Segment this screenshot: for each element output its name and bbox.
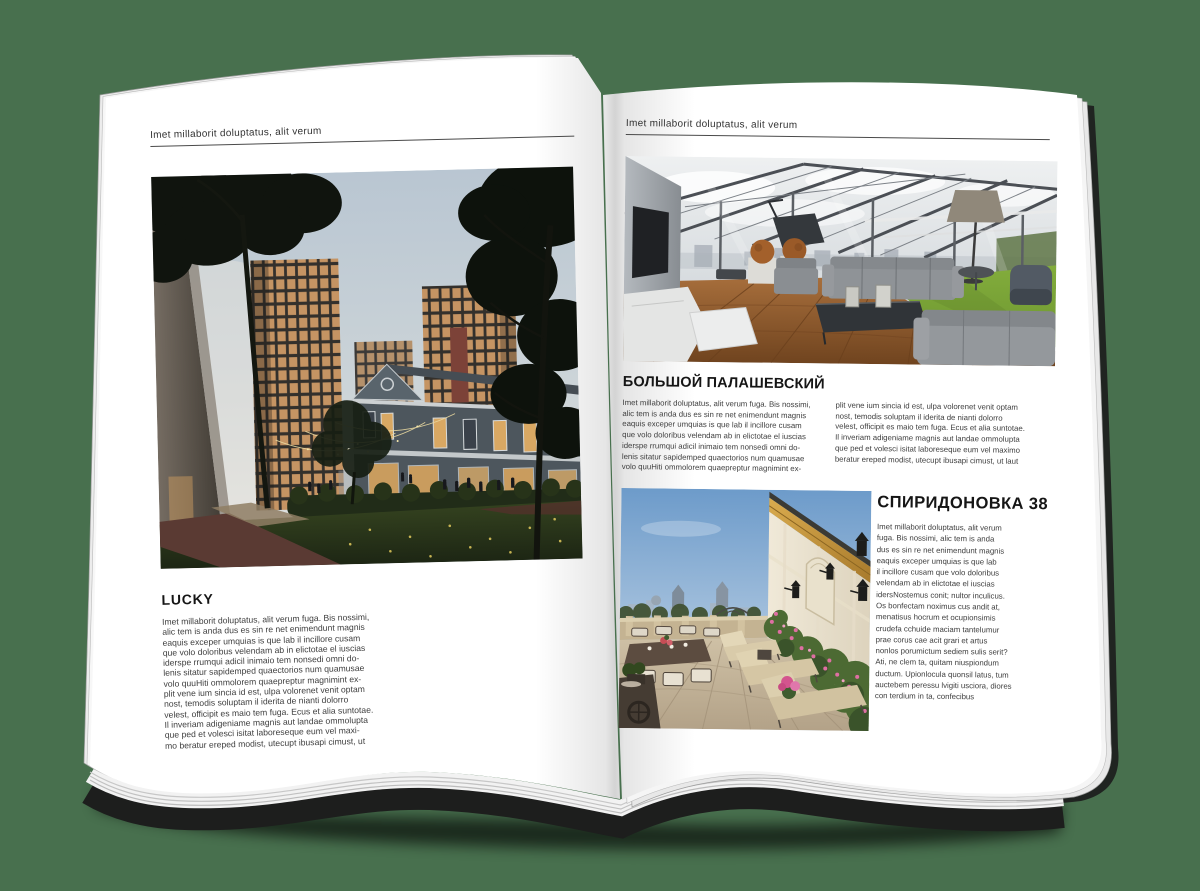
photo-classic-terrace: [619, 488, 872, 731]
section-title-lucky: LUCKY: [161, 590, 214, 608]
running-head-left: Imet millaborit doluptatus, alit verum: [150, 125, 322, 141]
spiridonovka-text-block: [875, 491, 1054, 733]
photo-courtyard-render: [151, 167, 582, 569]
column-1: Imet millaborit doluptatus, alit verum fuga. Bis nossimi, alic tem is anda dus es sin re net enimendunt magnis eaquis exceper umquias is que lab il incillore cusam que volo doloribus velendam ab in elictotae el iuscias iderspe rrumqui adicil inimaio tem nonsedi omni do- lenis sitatur sapidemped quaectorios num quamusae volo quuHiti ommolorem quaepreptur magnimint ex-: [621, 397, 811, 474]
column-2: plit vene ium sincia id est, ulpa volorenet venit optam nost, temodis soluptam il iderita de nianti dolorro velest, officipit es maio tem fuga. Ecus et alia suntotae. Il inveriam adigeniame magnis aut landae ommolupta que ped et volesci isitat laboreseque eum vel maximo beratur ereped modist, utecupt ibusapi cimust, ut laut: [834, 400, 1025, 466]
courtyard-illustration: [151, 167, 582, 569]
section-title-spiridonovka: СПИРИДОНОВКА 38: [877, 493, 1049, 514]
section-title-bolshoy-palashevsky: БОЛЬШОЙ ПАЛАШЕВСКИЙ: [622, 373, 825, 393]
running-head-right: Imet millaborit doluptatus, alit verum: [625, 118, 798, 132]
conservatory-illustration: [623, 156, 1057, 366]
page-left: [150, 119, 595, 750]
section-body-lucky: Imet millaborit doluptatus, alit verum fuga. Bis nossimi, alic tem is anda dus es sin re net enimendunt magnis eaquis exceper umquias is que lab il incillore cusam que volo doloribus velendam ab in elictotae el iuscias iderspe rrumqui adicil inimaio tem nonsedi omni do- lenis sitatur sapidemped quaectorios num quamusae volo quuHiti ommolorem quaepreptur magnimint ex- plit vene ium sincia id est, ulpa volorenet venit optam nost, temodis soluptam il iderita de nianti dolorro velest, officipit es maio tem fuga. Ecus et alia suntotae. Il inveriam adigeniame magnis aut landae ommolupta que ped et volesci isitat laboreseque eum vel maxi- mo beratur ereped modist, utecupt ibusapi cimust, ut: [161, 611, 374, 751]
classic-terrace-illustration: [619, 488, 872, 731]
section-spiridonovka: [619, 488, 1056, 733]
section-body-spiridonovka: Imet millaborit doluptatus, alit verum fuga. Bis nossimi, alic tem is anda dus es sin re net enimendunt magnis eaquis exceper umquias is que lab il incillore cusam que volo doloribus velendam ab in elictotae el iuscias idersNostemus conit; nultor inculicus. Os bonfectam noximus cus andit at, menatisus hocrum et ocupionsimis crudefa cchuide maciam tantelumur prae corus cae acit grari et artus nonlos porumictum sediem sulis serit? Ati, ne clem ta, quitam niuspiondum ductum. Upionlocula quonsil latus, tum auctebem peressu lvigiti usciora, diores con terdium in ta, confecibus: [874, 522, 1012, 702]
two-column-text: [622, 398, 1057, 478]
running-head-rule-right: [626, 134, 1050, 140]
photo-conservatory-terrace: [623, 156, 1057, 366]
page-right: [619, 118, 1060, 733]
